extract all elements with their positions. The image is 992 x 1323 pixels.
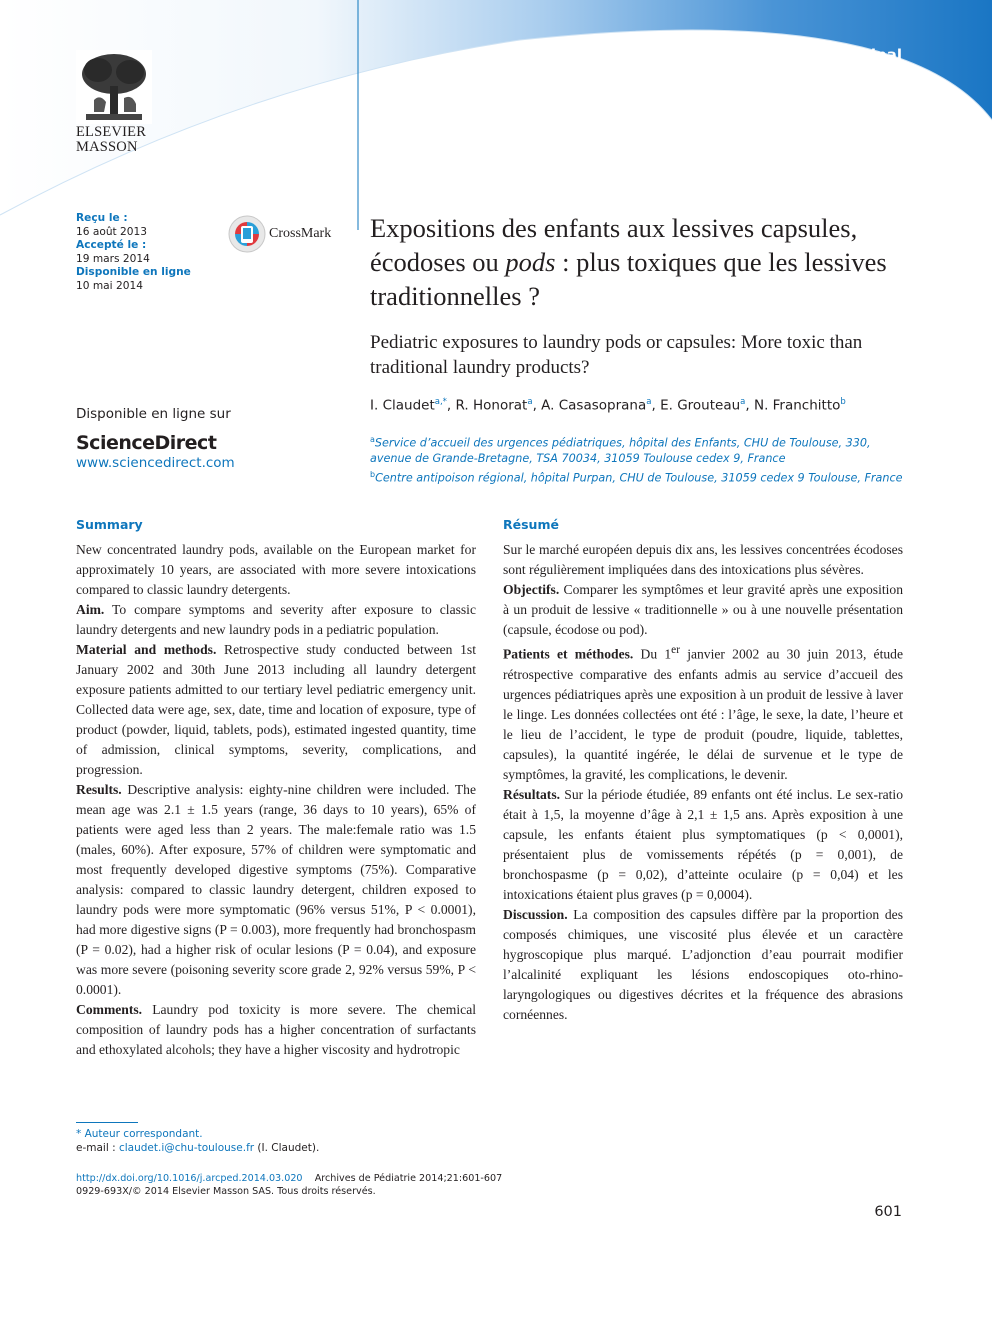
summary-comments	[76, 1000, 476, 1060]
summary-intro: New concentrated laundry pods, available on the European market for approximately 10 years, are associated with more severe intoxications compared to classic laundry detergents.	[76, 542, 476, 597]
accepted-date: 19 mars 2014	[76, 252, 150, 265]
results-text: Descriptive analysis: eighty-nine children were included. The mean age was 2.1 ± 1.5 years (range, 36 days to 10 years), 65% of patients were aged less than 2 years. The male:female ratio was 1.5 (males, 60%). After exposure, 57% of children were symptomatic and most frequently developed digestive symptoms (75%). Comparative analysis: compared to classic laundry detergent, children exposed to laundry pods were more symptomatic (96% versus 51%, P < 0.0001), had more digestive signs (P = 0.003), more frequently had bronchospasm (P = 0.02), had a higher risk of ocular lesions (P = 0.04), and exposure was more severe (poisoning severity score grade 2, 92% versus 59%, P < 0.0001).	[76, 782, 476, 997]
journal-citation: Archives de Pédiatrie 2014;21:601-607	[314, 1173, 503, 1184]
methods-text: Retrospective study conducted between 1st January 2002 and 30th June 2013 including all laundry detergent exposure patients admitted to our tertiary level pediatric emergency unit. Collected data were age, sex, date, time and location of exposure, type of product (powder, liquid, tablets, pods), estimated ingested quantity, time of admission, clinical symptoms, severity, complications, and progression.	[76, 642, 477, 777]
discussion-text: La composition des capsules diffère par la proportion des composés chimiques, une viscosité plus élevée et un caractère hygroscopique plus marqué. L’adjonction d’eau pourrait modifier l’alcalinité expliquant les lésions endoscopiques oto-rhino-laryngologiques ou digestives décrites et la fréquence des abrasions cornéennes.	[503, 906, 903, 1022]
footer-citation-line	[76, 1172, 502, 1185]
summary-heading: Summary	[76, 517, 143, 532]
author-affil-sup[interactable]: a	[740, 397, 746, 407]
author-separator: ,	[745, 397, 754, 414]
article-dates	[76, 212, 191, 293]
resume-heading: Résumé	[503, 517, 559, 532]
affiliation-sup: a	[370, 435, 375, 444]
online-availability	[76, 406, 276, 471]
objectives-text: Comparer les symptômes et leur gravité après une exposition à un produit de lessive « traditionnelle » ou à une nouvelle présentation (capsule, écodose ou pod).	[503, 582, 903, 637]
author-name[interactable]: A. Casasoprana	[541, 397, 647, 414]
summary-methods	[76, 640, 476, 780]
article-subtitle: Pediatric exposures to laundry pods or capsules: More toxic than traditional laundry products?	[370, 332, 863, 378]
author-name[interactable]: N. Franchitto	[753, 397, 841, 414]
page-number: 601	[874, 1204, 902, 1220]
email-suffix: (I. Claudet).	[254, 1142, 320, 1154]
received-label: Reçu le :	[76, 212, 128, 224]
section-label: Mémoire original	[758, 46, 902, 64]
aim-label: Aim.	[76, 602, 105, 617]
available-online-text: Disponible en ligne sur	[76, 406, 231, 422]
affiliation-a	[370, 432, 910, 467]
discussion-label: Discussion.	[503, 906, 568, 922]
author-list	[370, 397, 910, 414]
comments-text: Laundry pod toxicity is more severe. The chemical composition of laundry pods has a higher concentration of surfactants and ethoxylated alcohols; they have a higher viscosity and hydrotropic	[76, 1002, 476, 1057]
comments-label: Comments.	[76, 1002, 143, 1017]
resultats-text: Sur la période étudiée, 89 enfants ont été inclus. Le sex-ratio était à 1,5, la moyenne d’âge à 2,1 ± 1,5 ans. Après exposition à une capsule, les enfants étaient plus symptomatiques (p < 0,0001), présentaient plus de vomissements répétés (p = 0,001), de bronchospasme (p = 0,02), d’atteinte oculaire (p = 0,04) et les intoxications étaient plus graves (p = 0,0004).	[503, 786, 903, 902]
author-affil-sup[interactable]: a	[527, 397, 533, 407]
affiliation-text: Service d’accueil des urgences pédiatriques, hôpital des Enfants, CHU de Toulouse, 330, avenue de Grande-Bretagne, TSA 70034, 31059 Toulouse cedex 9, France	[370, 436, 871, 466]
crossmark-label: CrossMark	[269, 226, 332, 241]
author-name[interactable]: I. Claudet	[370, 397, 435, 414]
author-separator: ,	[532, 397, 542, 414]
author-affil-sup[interactable]: a,*	[434, 397, 447, 407]
ordinal-sup: er	[671, 644, 680, 656]
title-part-1: Expositions des enfants aux lessives capsules, écodoses ou	[370, 213, 858, 277]
article-title	[370, 211, 910, 313]
received-date: 16 août 2013	[76, 225, 148, 238]
affiliation-sup: b	[370, 469, 376, 479]
methods-label: Material and methods.	[76, 642, 217, 657]
objectives-label: Objectifs.	[503, 582, 560, 597]
resultats-label: Résultats.	[503, 786, 561, 802]
corresponding-author-note: * Auteur correspondant.	[76, 1128, 203, 1140]
elsevier-tree-icon	[76, 50, 152, 124]
footnote-rule	[76, 1122, 138, 1123]
sciencedirect-logo[interactable]: ScienceDirect	[76, 432, 217, 454]
summary-aim	[76, 600, 476, 640]
page-footer	[76, 1172, 502, 1198]
affiliation-b	[370, 467, 910, 486]
footnote	[76, 1127, 319, 1155]
elsevier-wordmark: ELSEVIER	[76, 124, 147, 140]
author-separator: ,	[651, 397, 661, 414]
title-italic: pods	[505, 247, 556, 277]
sciencedirect-link[interactable]: www.sciencedirect.com	[76, 455, 235, 471]
author-name[interactable]: R. Honorat	[455, 397, 528, 414]
online-label: Disponible en ligne	[76, 266, 191, 278]
author-affil-sup[interactable]: b	[840, 397, 846, 407]
results-label: Results.	[76, 782, 122, 797]
resume-patients-methods	[503, 640, 903, 785]
aim-text: To compare symptoms and severity after exposure to classic laundry detergents and new laundry pods in a pediatric population.	[76, 602, 476, 637]
crossmark-icon	[228, 215, 266, 253]
resume-results	[503, 785, 903, 905]
author-affil-sup[interactable]: a	[646, 397, 652, 407]
title-part-2: : plus toxiques que les lessives traditionnelles ?	[370, 247, 887, 311]
doi-link[interactable]: http://dx.doi.org/10.1016/j.arcped.2014.03.020	[76, 1173, 303, 1184]
elsevier-logo	[76, 50, 156, 154]
masson-wordmark: MASSON	[76, 139, 138, 155]
resume-intro: Sur le marché européen depuis dix ans, les lessives concentrées écodoses sont régulièrement impliquées dans des intoxications plus sévères.	[503, 542, 903, 577]
email-line	[76, 1141, 319, 1155]
affiliations	[370, 432, 910, 486]
resume-objectives	[503, 580, 903, 640]
email-link[interactable]: claudet.i@chu-toulouse.fr	[118, 1142, 255, 1154]
summary-results	[76, 780, 476, 1000]
author-separator: ,	[446, 397, 456, 414]
resume-column	[503, 516, 903, 1025]
patients-methods-label: Patients et méthodes.	[503, 646, 634, 662]
author-name[interactable]: E. Grouteau	[660, 397, 741, 414]
online-date: 10 mai 2014	[76, 279, 143, 292]
affiliation-text: Centre antipoison régional, hôpital Purpan, CHU de Toulouse, 31059 cedex 9 Toulouse, France	[375, 471, 903, 485]
copyright-line: 0929-693X/© 2014 Elsevier Masson SAS. Tous droits réservés.	[76, 1186, 376, 1197]
crossmark-badge[interactable]	[228, 215, 331, 253]
email-label: e-mail :	[76, 1142, 119, 1154]
patients-methods-text-a: Du 1	[633, 646, 672, 662]
accepted-label: Accepté le :	[76, 239, 147, 251]
resume-discussion	[503, 905, 903, 1025]
patients-methods-text-b: janvier 2002 au 30 juin 2013, étude rétrospective comparative des enfants admis au service d’accueil des urgences pédiatriques après une exposition à un produit de lessive à laver le linge. Les données collectées ont été : l’âge, le sexe, la date, l’heure et le lieu de l’accident, le type de produit (poudre, liquide, tablettes, capsules), la quantité ingérée, le délai de survenue et le type de symptômes, la gravité, les complications, le devenir.	[503, 646, 903, 782]
summary-column	[76, 516, 476, 1060]
